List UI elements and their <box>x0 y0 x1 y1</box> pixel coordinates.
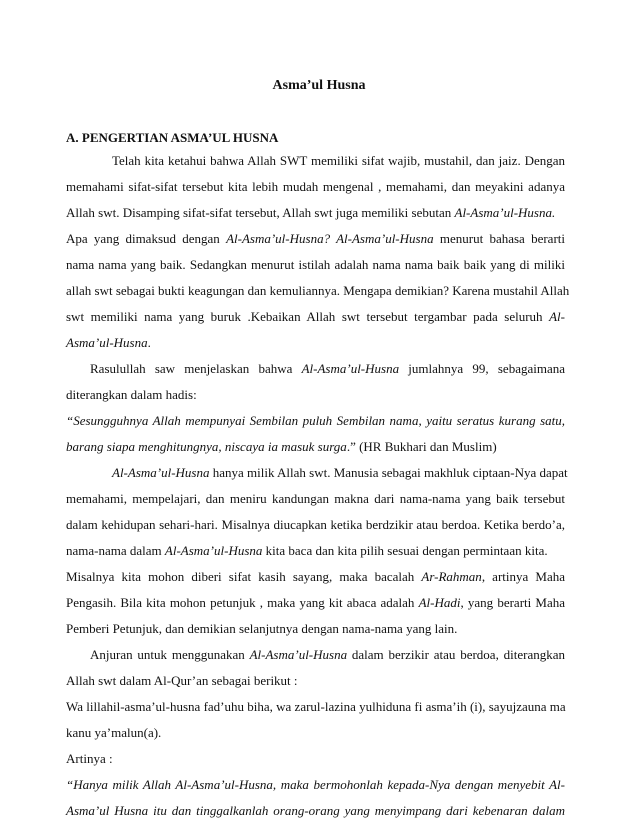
paragraph-line: Al-Asma’ul-Husna hanya milik Allah swt. Manusia sebagai makhluk ciptaan-Nya dapat <box>112 465 568 480</box>
section-heading: A. PENGERTIAN ASMA’UL HUSNA <box>66 130 279 145</box>
translation-label: Artinya : <box>66 751 113 766</box>
paragraph-line: Misalnya kita mohon diberi sifat kasih sayang, maka bacalah Ar-Rahman, artinya Maha <box>66 569 565 584</box>
paragraph-line: Apa yang dimaksud dengan Al-Asma’ul-Husna? Al-Asma’ul-Husna menurut bahasa berarti <box>66 231 565 246</box>
paragraph-line: Allah swt dalam Al-Qur’an sebagai berikut : <box>66 673 298 688</box>
translation-line: Asma’ul Husna itu dan tinggalkanlah orang-orang yang menyimpang dari kebenaran dalam <box>66 803 565 818</box>
paragraph-line: Allah swt. Disamping sifat-sifat tersebut, Allah swt juga memiliki sebutan Al-Asma’ul-Husna. <box>66 205 556 220</box>
paragraph-line: diterangkan dalam hadis: <box>66 387 197 402</box>
paragraph-line: swt memiliki nama yang buruk .Kebaikan Allah swt tersebut tergambar pada seluruh Al- <box>66 309 565 324</box>
document-title: Asma’ul Husna <box>272 78 366 93</box>
paragraph-line: nama-nama dalam Al-Asma’ul-Husna kita baca dan kita pilih sesuai dengan permintaan kita. <box>66 543 548 558</box>
paragraph-line: memahami, mempelajari, dan meniru kandungan makna dari nama-nama yang baik tersebut <box>66 491 565 506</box>
paragraph-line: nama nama yang baik. Sedangkan menurut istilah adalah nama nama baik baik yang di miliki <box>66 257 565 272</box>
transliteration-line: kanu ya’malun(a). <box>66 725 162 740</box>
paragraph-line: Telah kita ketahui bahwa Allah SWT memiliki sifat wajib, mustahil, dan jaiz. Dengan <box>112 153 565 168</box>
hadis-quote-line: “Sesungguhnya Allah mempunyai Sembilan puluh Sembilan nama, yaitu seratus kurang satu, <box>66 413 565 428</box>
paragraph-line: Asma’ul-Husna. <box>66 335 151 350</box>
paragraph-line: Pemberi Petunjuk, dan demikian selanjutnya dengan nama-nama yang lain. <box>66 621 458 636</box>
paragraph-line: Anjuran untuk menggunakan Al-Asma’ul-Husna dalam berzikir atau berdoa, diterangkan <box>90 647 565 662</box>
transliteration-line: Wa lillahil-asma’ul-husna fad’uhu biha, wa zarul-lazina yulhiduna fi asma’ih (i), sayujzauna ma <box>66 699 566 714</box>
translation-line: “Hanya milik Allah Al-Asma’ul-Husna, maka bermohonlah kepada-Nya dengan menyebit Al- <box>66 777 565 792</box>
paragraph-line: Pengasih. Bila kita mohon petunjuk , maka yang kit abaca adalah Al-Hadi, yang berarti Maha <box>66 595 565 610</box>
paragraph-line: Rasulullah saw menjelaskan bahwa Al-Asma’ul-Husna jumlahnya 99, sebagaimana <box>90 361 565 376</box>
hadis-quote-line: barang siapa menghitungnya, niscaya ia masuk surga.” (HR Bukhari dan Muslim) <box>66 439 497 454</box>
paragraph-line: dalam kehidupan sehari-hari. Misalnya diucapkan ketika berdzikir atau berdoa. Ketika berdo’a, <box>66 517 565 532</box>
paragraph-line: allah swt sebagai bukti keagungan dan kemuliannya. Mengapa demikian? Karena mustahil Allah <box>66 283 570 298</box>
paragraph-line: memahami sifat-sifat tersebut kita lebih mudah mengenal , memahami, dan meyakini adanya <box>66 179 565 194</box>
